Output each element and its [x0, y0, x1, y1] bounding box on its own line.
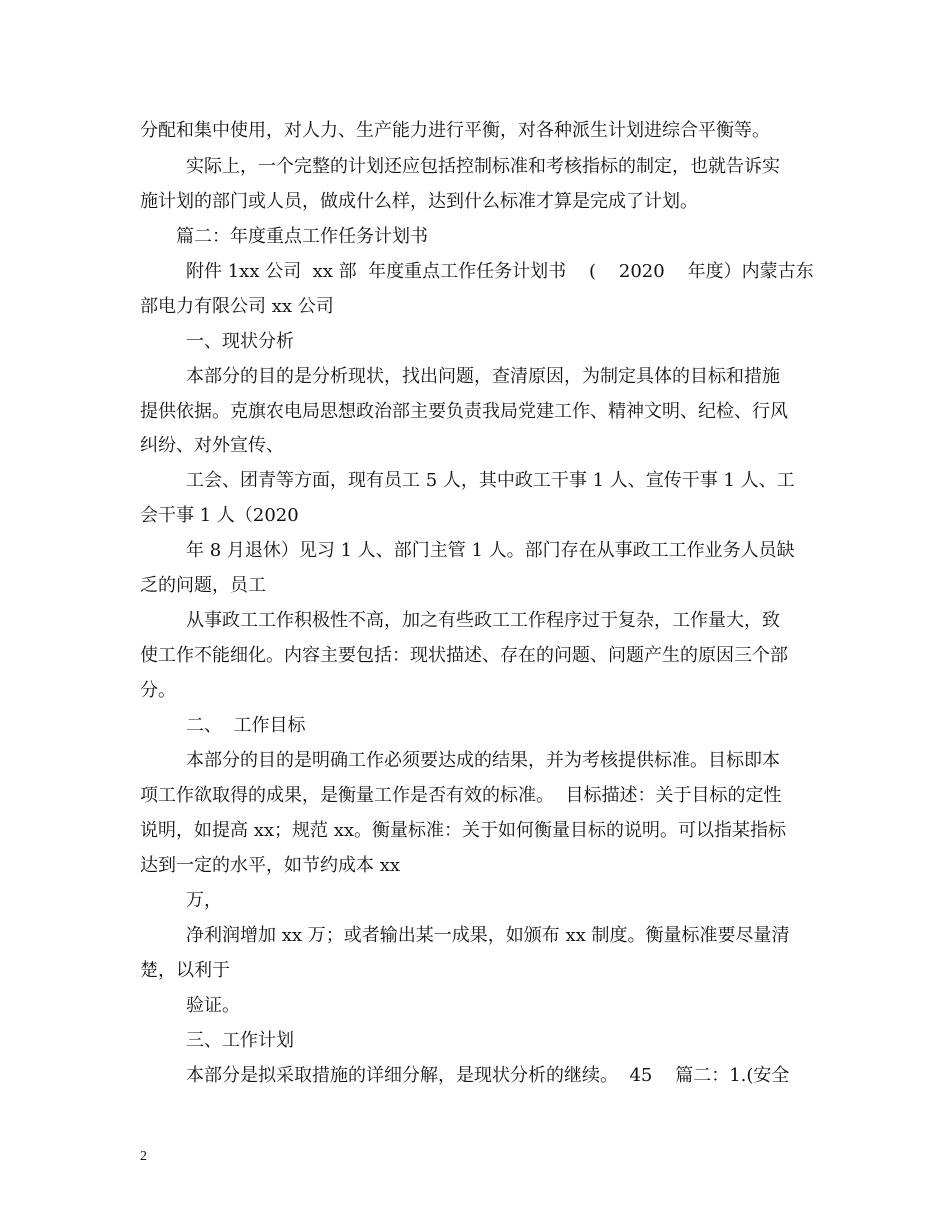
text-line: 项工作欲取得的成果，是衡量工作是否有效的标准。 目标描述：关于目标的定性 [140, 785, 782, 806]
text-line: 工会、团青等方面，现有员工 5 人，其中政工干事 1 人、宣传干事 1 人、工 [186, 470, 795, 491]
text-line: 使工作不能细化。内容主要包括：现状描述、存在的问题、问题产生的原因三个部 [140, 645, 788, 666]
text-line: 达到一定的水平，如节约成本 xx [140, 855, 401, 876]
text-line: 本部分是拟采取措施的详细分解，是现状分析的继续。 45 篇二：1.(安全 [186, 1065, 790, 1086]
text-line: 本部分的目的是明确工作必须要达成的结果，并为考核提供标准。目标即本 [186, 750, 780, 771]
text-line: 验证。 [186, 995, 240, 1016]
text-line: 分。 [140, 680, 176, 701]
text-line: 三、工作计划 [186, 1030, 294, 1051]
text-line: 一、现状分析 [186, 331, 294, 352]
text-line: 二、 工作目标 [186, 715, 306, 736]
text-line: 从事政工工作积极性不高，加之有些政工工作程序过于复杂，工作量大，致 [186, 610, 780, 631]
text-line: 年 8 月退休）见习 1 人、部门主管 1 人。部门存在从事政工工作业务人员缺 [186, 540, 795, 561]
text-line: 楚，以利于 [140, 960, 230, 981]
text-line: 篇二：年度重点工作任务计划书 [176, 226, 428, 247]
text-line: 会干事 1 人（2020 [140, 505, 299, 526]
text-line: 提供依据。克旗农电局思想政治部主要负责我局党建工作、精神文明、纪检、行风 [140, 401, 788, 422]
page-number: 2 [140, 1149, 147, 1164]
text-line: 施计划的部门或人员，做成什么样，达到什么标准才算是完成了计划。 [140, 191, 698, 212]
text-line: 实际上，一个完整的计划还应包括控制标准和考核指标的制定，也就告诉实 [186, 156, 780, 177]
text-line: 部电力有限公司 xx 公司 [140, 296, 334, 317]
text-line: 说明，如提高 xx；规范 xx。衡量标准：关于如何衡量目标的说明。可以指某指标 [140, 820, 787, 841]
text-line: 万， [186, 890, 222, 911]
text-line: 本部分的目的是分析现状，找出问题，查清原因，为制定具体的目标和措施 [186, 366, 780, 387]
text-line: 净利润增加 xx 万；或者输出某一成果，如颁布 xx 制度。衡量标准要尽量清 [186, 925, 790, 946]
text-line: 附件 1xx 公司 xx 部 年度重点工作任务计划书 ( 2020 年度）内蒙古东 [186, 261, 814, 282]
text-line: 分配和集中使用，对人力、生产能力进行平衡，对各种派生计划进综合平衡等。 [140, 120, 770, 141]
text-line: 纠纷、对外宣传、 [140, 435, 284, 456]
text-line: 乏的问题，员工 [140, 575, 266, 596]
